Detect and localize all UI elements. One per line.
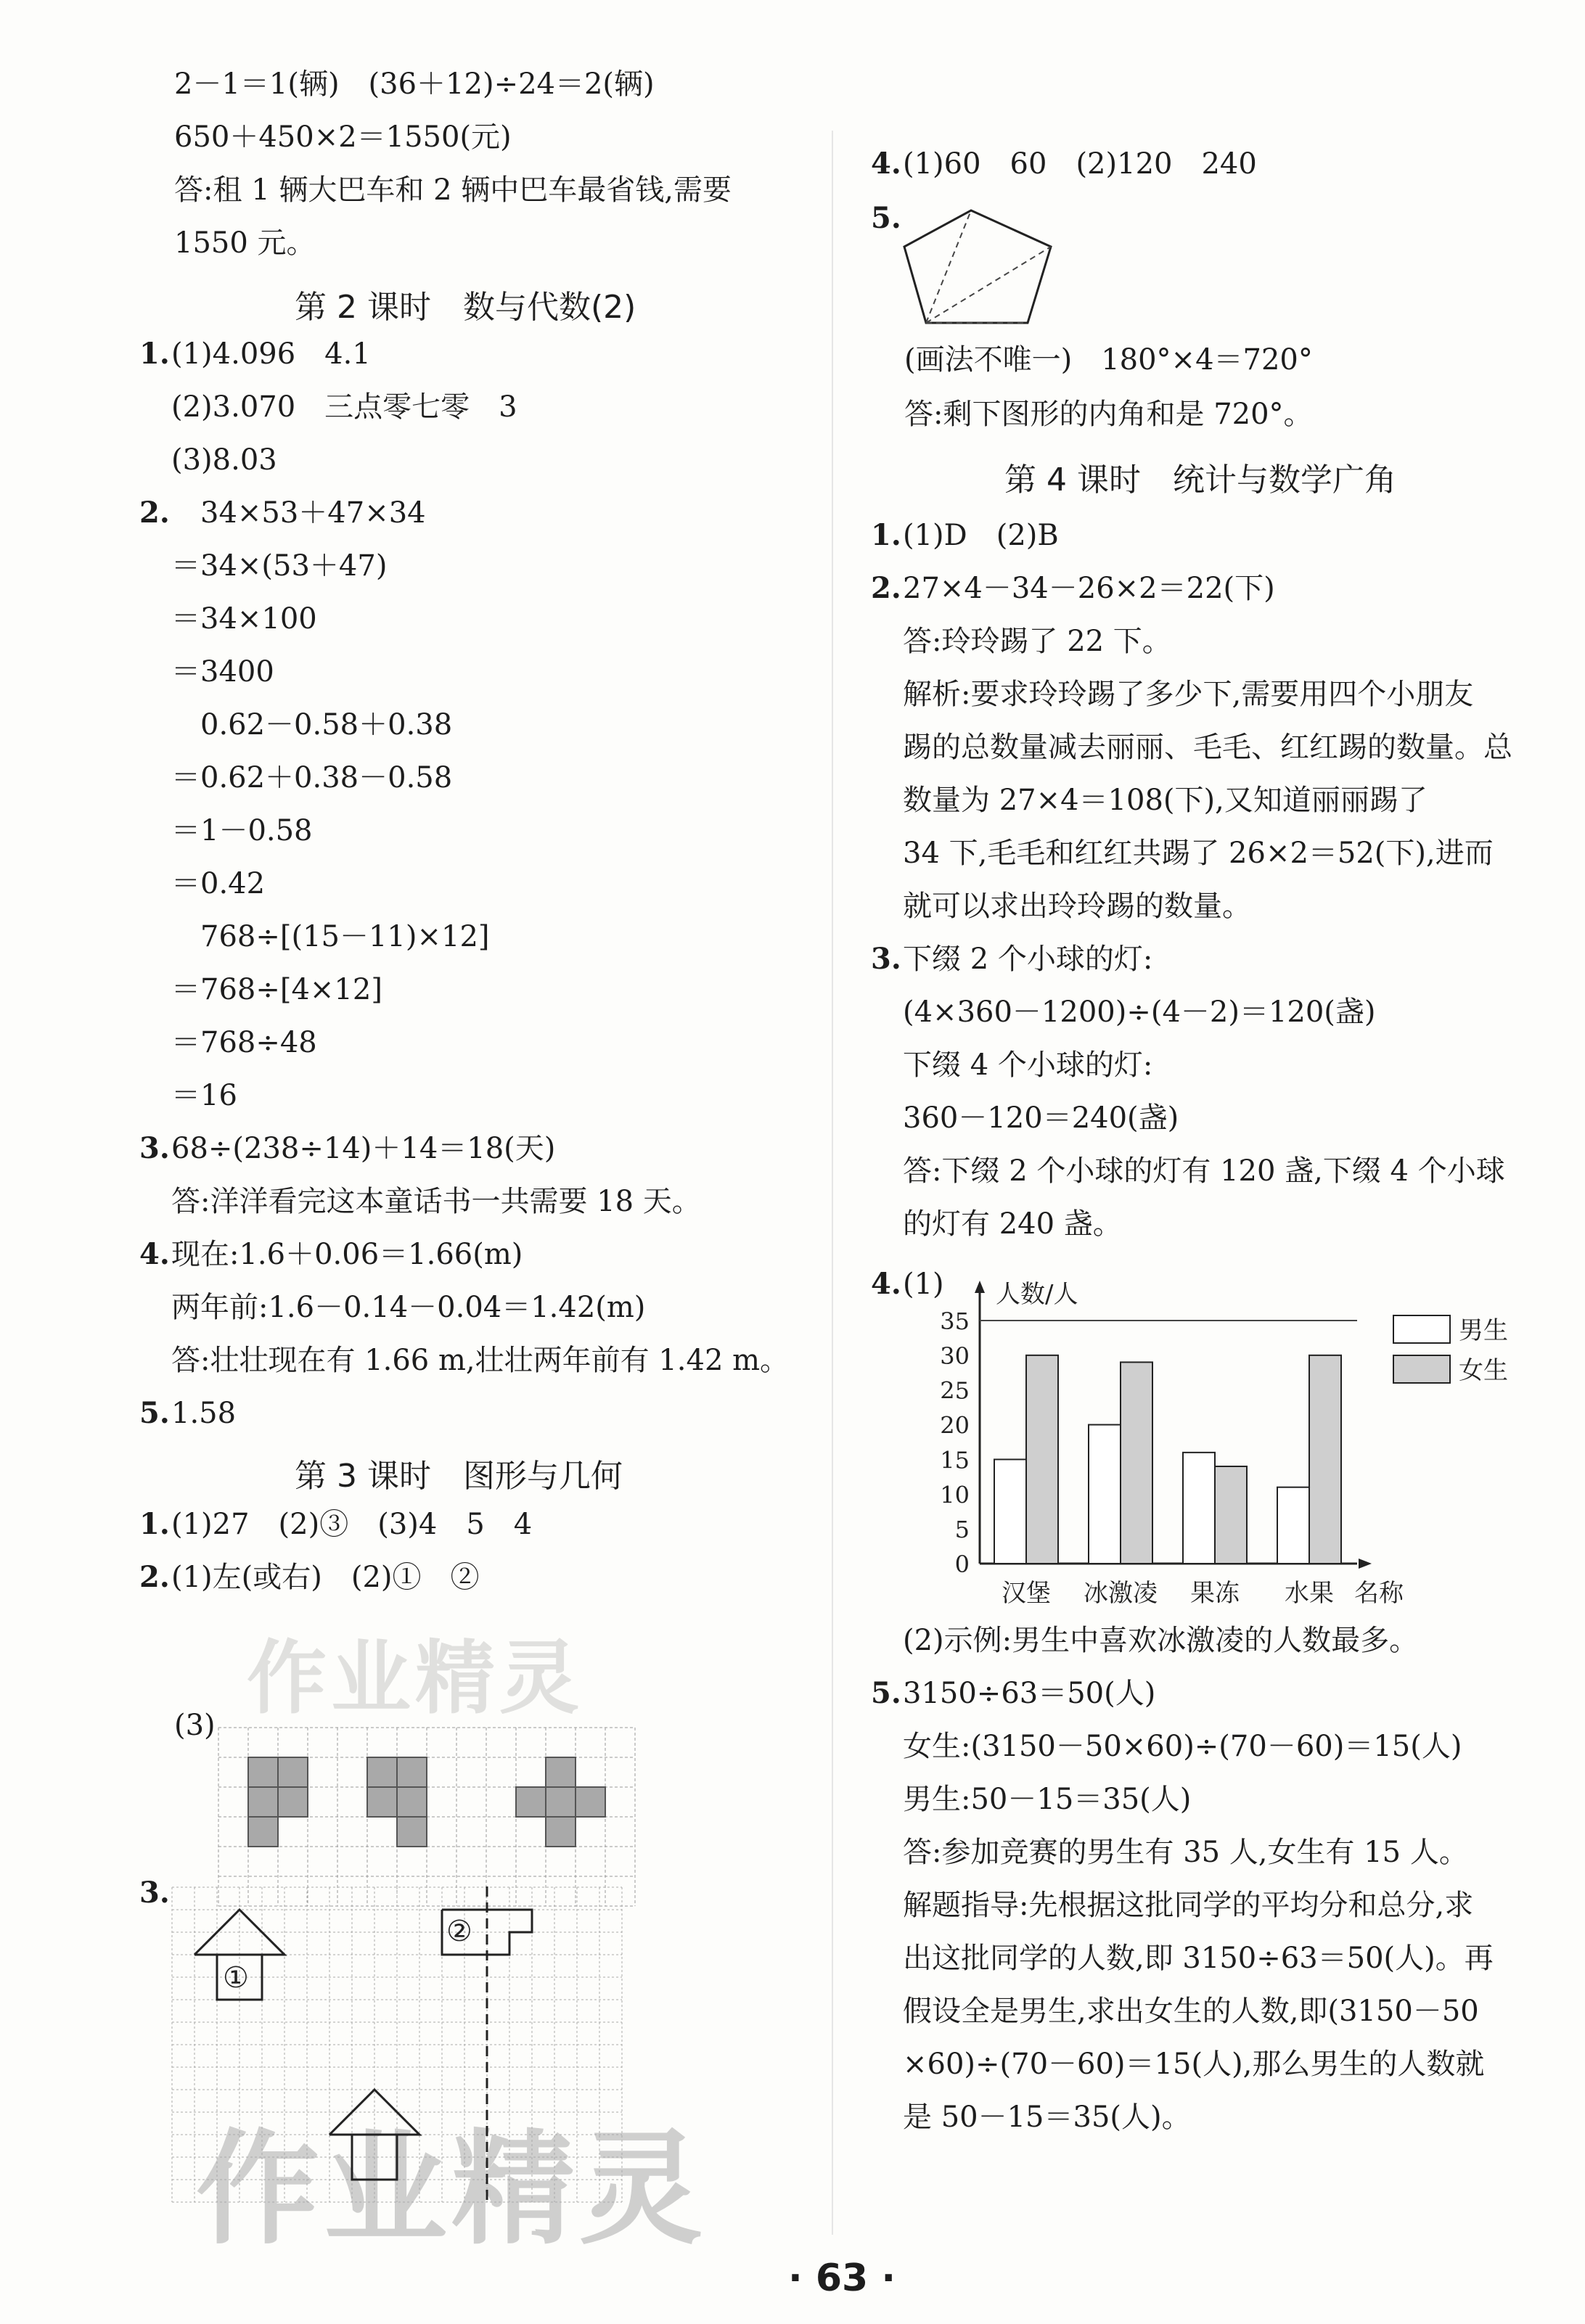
page-number: · 63 · xyxy=(788,2257,896,2300)
answer-line: ＝3400 xyxy=(171,655,274,689)
question-number: 5. xyxy=(871,1676,901,1710)
answer-line: 2－1＝1(辆) (36＋12)÷24＝2(辆) xyxy=(174,67,655,101)
bar-chart xyxy=(907,1273,1531,1607)
view-square xyxy=(397,1757,427,1787)
view-square xyxy=(248,1757,278,1787)
x-tick-label: 果冻 xyxy=(1190,1579,1240,1607)
question-number: 4. xyxy=(139,1237,170,1271)
y-tick-label: 20 xyxy=(940,1411,970,1440)
legend-label: 女生 xyxy=(1459,1356,1508,1385)
answer-line: 0.62－0.58＋0.38 xyxy=(171,708,453,742)
legend-swatch xyxy=(1393,1355,1450,1383)
answer-line: (3)8.03 xyxy=(171,443,277,477)
question-number: 1. xyxy=(871,518,901,552)
view-square xyxy=(546,1787,576,1817)
legend-swatch xyxy=(1393,1315,1450,1343)
answer-line: (画法不唯一) 180°×4＝720° xyxy=(904,343,1313,377)
x-axis-arrow xyxy=(1359,1559,1372,1569)
question-number: 3. xyxy=(139,1876,170,1910)
answer-line: 650＋450×2＝1550(元) xyxy=(174,120,512,154)
answer-line: 踢的总数量减去丽丽、毛毛、红红踢的数量。总 xyxy=(903,731,1512,764)
y-tick-label: 15 xyxy=(940,1446,970,1474)
watermark-large: 作业精灵 xyxy=(196,2118,708,2262)
view-square xyxy=(546,1757,576,1787)
y-tick-label: 10 xyxy=(940,1481,970,1509)
answer-line: ＝1－0.58 xyxy=(171,814,313,847)
answer-line: 768÷[(15－11)×12] xyxy=(171,920,490,953)
question-number: 2. xyxy=(139,1560,170,1594)
diagonal-line xyxy=(926,210,971,323)
bar-男生 xyxy=(1183,1453,1215,1564)
view-square xyxy=(367,1787,397,1817)
answer-line: 68÷(238÷14)＋14＝18(天) xyxy=(171,1132,556,1165)
answer-line: 答:剩下图形的内角和是 720°。 xyxy=(904,398,1313,431)
section-title: 第 4 课时 统计与数学广角 xyxy=(1004,461,1396,498)
question-number: 1. xyxy=(139,337,170,371)
grid-figure-views xyxy=(218,1727,637,1908)
bar-女生 xyxy=(1121,1362,1152,1564)
y-tick-label: 0 xyxy=(954,1551,970,1578)
question-number: 2. xyxy=(871,571,901,605)
question-number: 5. xyxy=(871,201,901,235)
column-divider xyxy=(832,131,833,2235)
answer-line: 27×4－34－26×2＝22(下) xyxy=(903,572,1275,605)
answer-line: 男生:50－15＝35(人) xyxy=(903,1783,1192,1816)
answer-line: 女生:(3150－50×60)÷(70－60)＝15(人) xyxy=(903,1730,1462,1763)
answer-line: 答:下缀 2 个小球的灯有 120 盏,下缀 4 个小球 xyxy=(903,1154,1505,1188)
question-number: 4. xyxy=(871,147,901,181)
answer-line: 3150÷63＝50(人) xyxy=(903,1677,1156,1710)
answer-line: 34×53＋47×34 xyxy=(171,496,426,530)
y-axis-arrow xyxy=(975,1281,985,1293)
answer-line: 是 50－15＝35(人)。 xyxy=(903,2101,1191,2134)
grid-figure-houses xyxy=(171,1886,623,2203)
question-number: 1. xyxy=(139,1507,170,1541)
y-tick-label: 35 xyxy=(940,1307,970,1335)
answer-line: 现在:1.6＋0.06＝1.66(m) xyxy=(171,1238,523,1271)
view-square xyxy=(248,1817,278,1847)
view-square xyxy=(248,1787,278,1817)
y-axis-label: 人数/人 xyxy=(996,1280,1078,1309)
question-number: 2. xyxy=(139,496,170,530)
label-circle-two: ② xyxy=(446,1915,472,1948)
section-title: 第 2 课时 数与代数(2) xyxy=(295,289,636,326)
answer-line: 1.58 xyxy=(171,1397,237,1430)
view-square xyxy=(546,1817,576,1847)
view-square xyxy=(278,1787,308,1817)
answer-line: 就可以求出玲玲踢的数量。 xyxy=(903,890,1251,923)
answer-line: (1)60 60 (2)120 240 xyxy=(903,147,1257,181)
section-title: 第 3 课时 图形与几何 xyxy=(295,1458,623,1495)
answer-line: (2)3.070 三点零七零 3 xyxy=(171,390,517,424)
bar-男生 xyxy=(1277,1487,1309,1564)
pentagon-figure xyxy=(898,203,1087,334)
answer-line: 34 下,毛毛和红红共踢了 26×2＝52(下),进而 xyxy=(903,837,1494,870)
view-square xyxy=(576,1787,605,1817)
view-square xyxy=(397,1787,427,1817)
question-number: 3. xyxy=(139,1131,170,1165)
view-square xyxy=(397,1817,427,1847)
question-number: 3. xyxy=(871,942,901,976)
bar-男生 xyxy=(1089,1425,1121,1564)
y-tick-label: 5 xyxy=(954,1516,970,1544)
answer-line: 1550 元。 xyxy=(174,226,316,260)
answer-line: 下缀 4 个小球的灯: xyxy=(903,1048,1153,1082)
answer-line: ＝34×(53＋47) xyxy=(171,549,388,583)
answer-line: (2)示例:男生中喜欢冰激凌的人数最多。 xyxy=(903,1624,1419,1657)
answer-line: 假设全是男生,求出女生的人数,即(3150－50 xyxy=(903,1995,1479,2028)
answer-line: 答:洋洋看完这本童话书一共需要 18 天。 xyxy=(171,1185,701,1218)
sub-label: (3) xyxy=(174,1709,216,1742)
answer-line: 两年前:1.6－0.14－0.04＝1.42(m) xyxy=(171,1291,646,1324)
answer-line: 答:壮壮现在有 1.66 m,壮壮两年前有 1.42 m。 xyxy=(171,1344,790,1377)
answer-line: (1)左(或右) (2)① ② xyxy=(171,1561,480,1594)
answer-line: 答:租 1 辆大巴车和 2 辆中巴车最省钱,需要 xyxy=(174,173,732,207)
answer-line: (1)27 (2)③ (3)4 5 4 xyxy=(171,1508,533,1541)
bar-女生 xyxy=(1026,1355,1058,1564)
answer-line: (1)D (2)B xyxy=(903,519,1059,552)
answer-line: 360－120＝240(盏) xyxy=(903,1101,1179,1135)
answer-line: ＝34×100 xyxy=(171,602,317,636)
answer-line: 数量为 27×4＝108(下),又知道丽丽踢了 xyxy=(903,784,1428,817)
watermark-small: 作业精灵 xyxy=(247,1632,583,1725)
x-tick-label: 冰激凌 xyxy=(1084,1579,1158,1607)
answer-line: 答:玲玲踢了 22 下。 xyxy=(903,625,1171,658)
answer-line: ＝16 xyxy=(171,1079,237,1112)
x-tick-label: 汉堡 xyxy=(1002,1579,1051,1607)
answer-line: 解题指导:先根据这批同学的平均分和总分,求 xyxy=(903,1889,1474,1922)
bar-女生 xyxy=(1309,1355,1341,1564)
answer-line: 解析:要求玲玲踢了多少下,需要用四个小朋友 xyxy=(903,678,1474,711)
view-square xyxy=(367,1757,397,1787)
answer-line: ＝0.42 xyxy=(171,867,266,900)
bar-女生 xyxy=(1215,1466,1247,1564)
answer-line: (1)4.096 4.1 xyxy=(171,337,371,371)
answer-line: ＝768÷48 xyxy=(171,1026,317,1059)
x-tick-label: 水果 xyxy=(1285,1579,1334,1607)
legend-label: 男生 xyxy=(1459,1316,1508,1345)
sub-label: (1) xyxy=(903,1268,944,1301)
y-tick-label: 25 xyxy=(940,1376,970,1405)
pentagon-outline xyxy=(904,210,1051,323)
answer-line: 答:参加竞赛的男生有 35 人,女生有 15 人。 xyxy=(903,1836,1468,1869)
answer-line: (4×360－1200)÷(4－2)＝120(盏) xyxy=(903,995,1376,1029)
view-square xyxy=(516,1787,546,1817)
x-axis-label: 名称 xyxy=(1354,1579,1404,1607)
label-circle-one: ① xyxy=(223,1961,249,1995)
bar-男生 xyxy=(994,1459,1026,1564)
view-square xyxy=(278,1757,308,1787)
answer-line: ＝0.62＋0.38－0.58 xyxy=(171,761,453,794)
answer-line: ＝768÷[4×12] xyxy=(171,973,382,1006)
question-number: 4. xyxy=(871,1267,901,1301)
answer-line: ×60)÷(70－60)＝15(人),那么男生的人数就 xyxy=(903,2048,1485,2081)
answer-line: 的灯有 240 盏。 xyxy=(903,1207,1122,1241)
question-number: 5. xyxy=(139,1396,170,1430)
y-tick-label: 30 xyxy=(940,1342,970,1370)
answer-line: 下缀 2 个小球的灯: xyxy=(903,943,1153,976)
answer-line: 出这批同学的人数,即 3150÷63＝50(人)。再 xyxy=(903,1942,1494,1975)
